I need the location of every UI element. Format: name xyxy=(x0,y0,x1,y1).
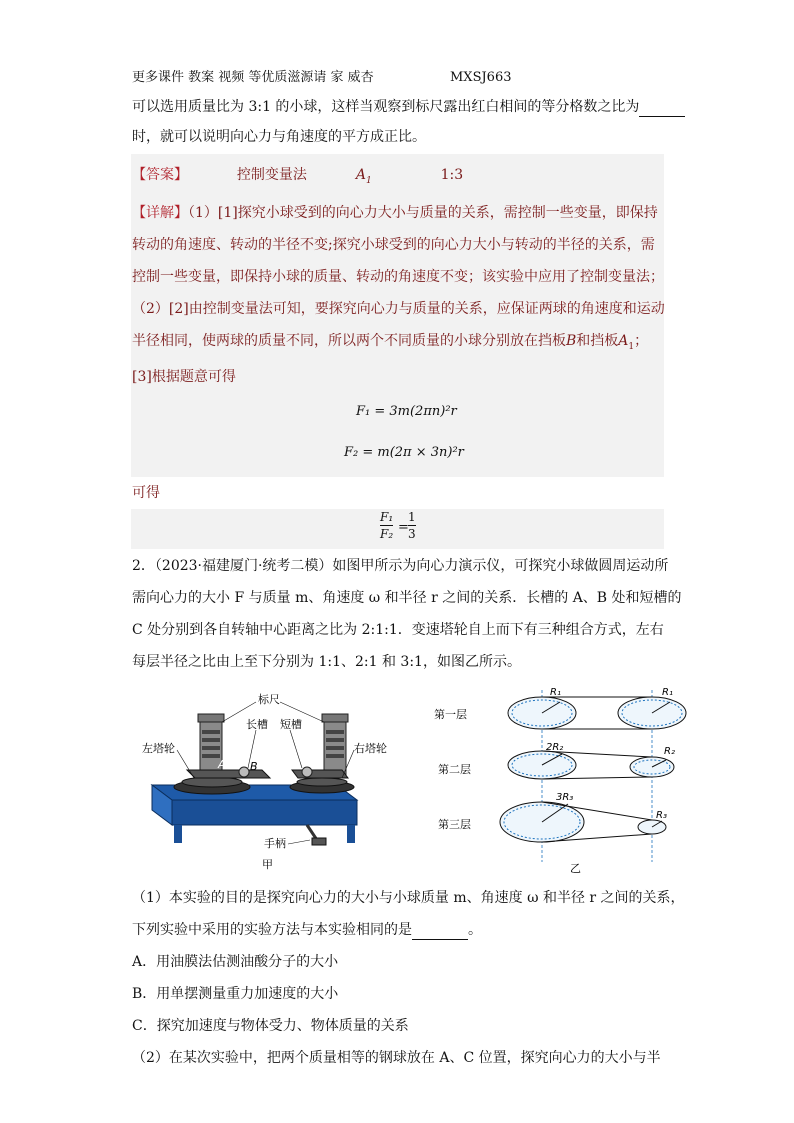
header-text: 更多课件 教案 视频 等优质滋源请 家 威杏 xyxy=(132,70,374,85)
base-front xyxy=(172,800,357,825)
caption-yi: 乙 xyxy=(570,862,581,875)
detail-line-3: 控制一些变量，即保持小球的质量、转动的角速度不变；该实验中应用了控制变量法； xyxy=(132,269,664,285)
header-line xyxy=(132,68,512,88)
left-column xyxy=(198,714,224,722)
figure-yi xyxy=(432,680,702,880)
answer-3: 1:3 xyxy=(440,167,464,183)
svg-text:2R₂: 2R₂ xyxy=(546,742,564,753)
svg-text:R₂: R₂ xyxy=(664,746,675,757)
short-slot xyxy=(292,770,348,778)
label-changcao: 长槽 xyxy=(246,718,268,731)
base-leg-right xyxy=(347,825,355,843)
option-c: C．探究加速度与物体受力、物体质量的关系 xyxy=(132,1018,409,1034)
q2-line-1: 2．（2023·福建厦门·统考二模）如图甲所示为向心力演示仪，可探究小球做圆周运动所 xyxy=(132,558,669,574)
detail-line-6: [3]根据题意可得 xyxy=(132,369,236,385)
answer-1: 控制变量法 xyxy=(236,167,307,183)
sub1-blank xyxy=(412,925,468,940)
formula-1: F₁ = 3m(2πn)²r xyxy=(356,404,457,419)
svg-text:R₃: R₃ xyxy=(656,810,667,821)
label-zuotalun: 左塔轮 xyxy=(142,742,175,755)
detail-line-1: 【详解】（1）[1]探究小球受到的向心力大小与质量的关系，需控制一些变量，即保持 xyxy=(132,205,658,221)
answer-2: $A_1$ xyxy=(355,167,372,186)
answer-blank xyxy=(639,102,685,117)
kede-text: 可得 xyxy=(132,485,160,501)
answer-line xyxy=(132,165,463,191)
prev-line-2: 时，就可以说明向心力与角速度的平方成正比。 xyxy=(132,129,426,145)
detail-tag: 【详解】 xyxy=(132,205,188,221)
base-leg-left xyxy=(174,825,182,843)
svg-text:3R₃: 3R₃ xyxy=(556,792,574,803)
fraction-left: F₁ F₂ xyxy=(380,510,394,541)
label-shoubing: 手柄 xyxy=(264,837,286,850)
q2-line-3: C 处分别到各自转轴中心距离之比为 2:1:1．变速塔轮自上而下有三种组合方式，左右 xyxy=(132,622,664,638)
fraction-right: 1 3 xyxy=(408,510,416,541)
prev-line-1: 可以选用质量比为 3:1 的小球，这样当观察到标尺露出红白相间的等分格数之比为 xyxy=(132,97,685,117)
sub1-line-1: （1）本实验的目的是探究向心力的大小与小球质量 m、角速度 ω 和半径 r 之间的关系， xyxy=(132,890,685,906)
handle-icon xyxy=(312,838,326,845)
svg-text:R₁: R₁ xyxy=(550,687,561,698)
detail-line-5: 半径相同，使两球的质量不同，所以两个不同质量的小球分别放在挡板B和挡板$A_1$； xyxy=(132,333,649,352)
sub1-line-2: 下列实验中采用的实验方法与本实验相同的是 。 xyxy=(132,922,482,938)
label-A: A xyxy=(218,758,226,771)
detail-line-2: 转动的角速度、转动的半径不变;探究小球受到的向心力大小与转动的半径的关系，需 xyxy=(132,237,655,253)
label-youtalun: 右塔轮 xyxy=(354,742,387,755)
label-duancao: 短槽 xyxy=(280,718,302,731)
layer-3-label: 第三层 xyxy=(438,818,471,831)
label-C: C xyxy=(312,758,320,771)
answer-tag: 【答案】 xyxy=(132,167,188,183)
detail-line-4: （2）[2]由控制变量法可知，要探究向心力与质量的关系，应保证两球的角速度和运动 xyxy=(132,301,665,317)
option-a: A．用油膜法估测油酸分子的大小 xyxy=(132,954,339,970)
layer-2-label: 第二层 xyxy=(438,763,471,776)
long-slot xyxy=(187,770,270,778)
label-B: B xyxy=(250,760,258,773)
sub2-line-1: （2）在某次实验中，把两个质量相等的钢球放在 A、C 位置，探究向心力的大小与半 xyxy=(132,1050,661,1066)
header-code: MXSJ663 xyxy=(450,70,512,85)
label-biaochi: 标尺 xyxy=(258,693,280,706)
svg-text:R₁: R₁ xyxy=(662,687,673,698)
option-b: B．用单摆测量重力加速度的大小 xyxy=(132,986,339,1002)
q2-line-2: 需向心力的大小 F 与质量 m、角速度 ω 和半径 r 之间的关系．长槽的 A、B 处和短槽的 xyxy=(132,590,682,606)
layer-1-label: 第一层 xyxy=(434,708,467,721)
figure-jia xyxy=(132,690,432,875)
formula-2: F₂ = m(2π × 3n)²r xyxy=(344,445,464,460)
caption-jia: 甲 xyxy=(262,858,273,871)
fraction-eq: = xyxy=(398,520,409,535)
q2-line-4: 每层半径之比由上至下分别为 1:1、2:1 和 3:1，如图乙所示。 xyxy=(132,654,521,670)
right-column xyxy=(322,714,348,722)
